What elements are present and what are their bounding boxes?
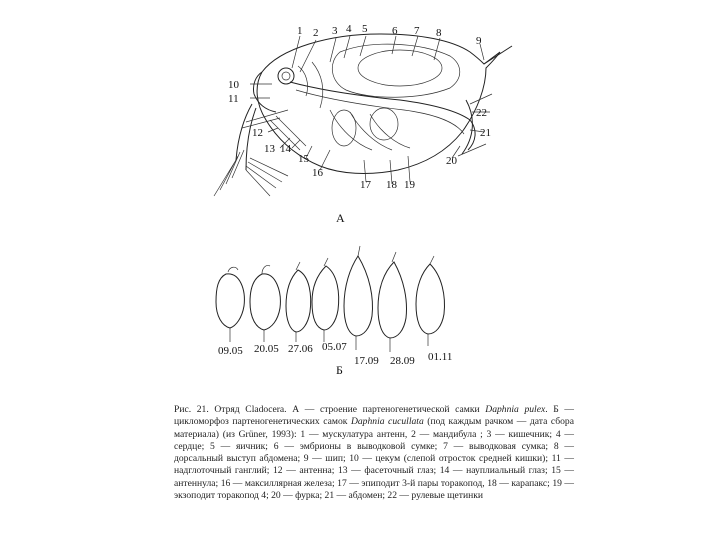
label-8: 8 — [436, 27, 442, 39]
caption-mid: . Б — цикломорфоз партеногенетических самок — [174, 404, 574, 428]
figure-caption — [174, 404, 574, 502]
label-11: 11 — [228, 93, 239, 105]
panel-b-label: Б — [336, 363, 343, 377]
caption-paragraph — [174, 404, 574, 502]
date-2: 20.05 — [254, 343, 279, 355]
label-13: 13 — [264, 143, 275, 155]
label-19: 19 — [404, 179, 415, 191]
caption-rest: (под каждым рачком — дата сбора материала) (из Grüner, 1993): 1 — мускулатура антенн, 2 — мандибула ; 3 — кишечник; 4 — сердце; 5 — яичник; 6 — эмбрионы в выводковой сумке; 7 — выводковая сумка; 8 — дорсальный выступ абдомена; 9 — шип; 10 — цекум (слепой отросток средней кишки); 11 — надглоточный ганглий; 12 — антенна; 13 — фасеточный глаз; 14 — науплиальный глаз; 15 — антеннула; 16 — максиллярная железа; 17 — эпиподит 3-й пары торакопод, 18 — карапакс; 19 — экзоподит торакопод 4; 20 — фурка; 21 — абдомен; 22 — рулевые щетинки — [174, 416, 574, 502]
panel-a-label: А — [336, 211, 345, 225]
date-7: 01.11 — [428, 351, 453, 363]
label-7: 7 — [414, 25, 420, 37]
label-16: 16 — [312, 167, 323, 179]
cyclomorphosis-row — [216, 246, 444, 352]
label-10: 10 — [228, 79, 239, 91]
date-4: 05.07 — [322, 341, 347, 353]
date-1: 09.05 — [218, 345, 243, 357]
label-22: 22 — [476, 107, 487, 119]
label-14: 14 — [280, 143, 291, 155]
label-6: 6 — [392, 25, 398, 37]
date-3: 27.06 — [288, 343, 313, 355]
label-2: 2 — [313, 27, 319, 39]
caption-prefix: Рис. 21. Отряд Cladocera. А — строение партеногенетической самки — [174, 404, 486, 415]
date-6: 28.09 — [390, 355, 415, 367]
label-20: 20 — [446, 155, 457, 167]
label-3: 3 — [332, 25, 338, 37]
daphnia-body-drawing — [214, 34, 512, 196]
caption-species-1: Daphnia pulex — [485, 404, 546, 415]
label-1: 1 — [297, 25, 303, 37]
label-4: 4 — [346, 23, 352, 35]
label-12: 12 — [252, 127, 263, 139]
label-17: 17 — [360, 179, 371, 191]
label-18: 18 — [386, 179, 397, 191]
label-5: 5 — [362, 23, 368, 35]
date-5: 17.09 — [354, 355, 379, 367]
caption-species-2: Daphnia cucullata — [350, 416, 424, 428]
label-21: 21 — [480, 127, 491, 139]
label-9: 9 — [476, 35, 482, 47]
label-15: 15 — [298, 153, 309, 165]
